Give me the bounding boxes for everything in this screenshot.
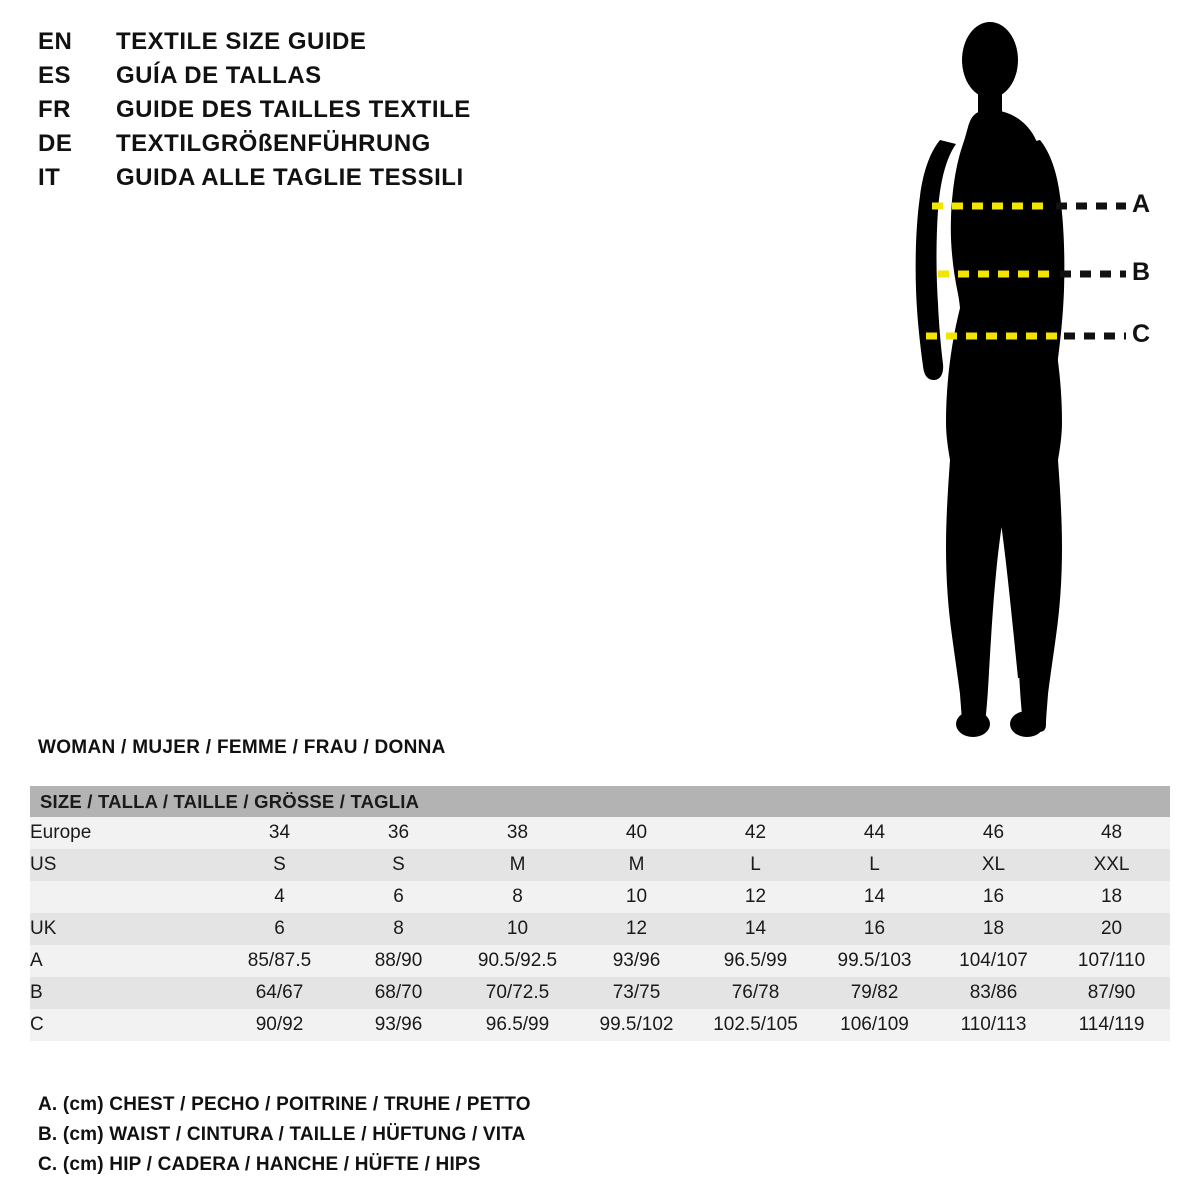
cell: 6	[339, 881, 458, 913]
language-title: GUÍA DE TALLAS	[116, 62, 322, 89]
cell: 8	[458, 881, 577, 913]
measure-label-b: B	[1132, 258, 1151, 286]
table-row	[30, 913, 1170, 945]
language-code: IT	[38, 164, 61, 191]
size-table	[30, 786, 1170, 1041]
cell: 18	[934, 913, 1053, 945]
cell: L	[815, 849, 934, 881]
cell: 102.5/105	[696, 1009, 815, 1041]
cell: 12	[696, 881, 815, 913]
female-silhouette-icon	[860, 18, 1190, 748]
cell: 68/70	[339, 977, 458, 1009]
language-title-list	[38, 28, 658, 198]
cell: 87/90	[1053, 977, 1170, 1009]
cell: XXL	[1053, 849, 1170, 881]
cell: 96.5/99	[696, 945, 815, 977]
language-row	[38, 28, 658, 62]
cell: 85/87.5	[220, 945, 339, 977]
cell: 48	[1053, 817, 1170, 849]
cell: XL	[934, 849, 1053, 881]
table-header-label: SIZE / TALLA / TAILLE / GRÖSSE / TAGLIA	[30, 786, 1170, 817]
cell: 16	[934, 881, 1053, 913]
language-row	[38, 96, 658, 130]
cell: 16	[815, 913, 934, 945]
language-title: GUIDA ALLE TAGLIE TESSILI	[116, 164, 464, 191]
measurement-legend	[38, 1090, 838, 1180]
cell: 10	[458, 913, 577, 945]
language-row	[38, 62, 658, 96]
cell: 14	[815, 881, 934, 913]
language-code: DE	[38, 130, 73, 157]
cell: 70/72.5	[458, 977, 577, 1009]
cell: L	[696, 849, 815, 881]
cell: 12	[577, 913, 696, 945]
measure-label-c: C	[1132, 320, 1151, 348]
row-label: C	[30, 1009, 220, 1041]
body-measurement-figure	[860, 18, 1190, 748]
cell: 99.5/103	[815, 945, 934, 977]
cell: M	[577, 849, 696, 881]
language-code: ES	[38, 62, 72, 89]
row-label	[30, 881, 220, 913]
cell: 20	[1053, 913, 1170, 945]
cell: 114/119	[1053, 1009, 1170, 1041]
language-title: TEXTILE SIZE GUIDE	[116, 28, 367, 55]
language-title: TEXTILGRÖßENFÜHRUNG	[116, 130, 431, 157]
section-caption: WOMAN / MUJER / FEMME / FRAU / DONNA	[38, 737, 446, 758]
cell: 90/92	[220, 1009, 339, 1041]
language-row	[38, 164, 658, 198]
cell: 93/96	[577, 945, 696, 977]
cell: 6	[220, 913, 339, 945]
cell: 83/86	[934, 977, 1053, 1009]
row-label: Europe	[30, 817, 220, 849]
table-row	[30, 849, 1170, 881]
cell: 76/78	[696, 977, 815, 1009]
cell: 10	[577, 881, 696, 913]
table-header-row	[30, 786, 1170, 817]
cell: 73/75	[577, 977, 696, 1009]
cell: 107/110	[1053, 945, 1170, 977]
cell: 88/90	[339, 945, 458, 977]
row-label: UK	[30, 913, 220, 945]
cell: 90.5/92.5	[458, 945, 577, 977]
row-label: B	[30, 977, 220, 1009]
cell: 79/82	[815, 977, 934, 1009]
measure-label-a: A	[1132, 190, 1151, 218]
cell: 93/96	[339, 1009, 458, 1041]
cell: 42	[696, 817, 815, 849]
table-row	[30, 1009, 1170, 1041]
language-title: GUIDE DES TAILLES TEXTILE	[116, 96, 471, 123]
cell: 36	[339, 817, 458, 849]
language-code: EN	[38, 28, 73, 55]
legend-item-b: B. (cm) WAIST / CINTURA / TAILLE / HÜFTUNG / VITA	[38, 1124, 526, 1145]
cell: 106/109	[815, 1009, 934, 1041]
cell: 40	[577, 817, 696, 849]
row-label: US	[30, 849, 220, 881]
cell: S	[220, 849, 339, 881]
table-row	[30, 817, 1170, 849]
language-row	[38, 130, 658, 164]
cell: M	[458, 849, 577, 881]
cell: 34	[220, 817, 339, 849]
language-code: FR	[38, 96, 71, 123]
cell: 46	[934, 817, 1053, 849]
cell: 8	[339, 913, 458, 945]
cell: 38	[458, 817, 577, 849]
cell: S	[339, 849, 458, 881]
cell: 99.5/102	[577, 1009, 696, 1041]
cell: 14	[696, 913, 815, 945]
cell: 64/67	[220, 977, 339, 1009]
table-row	[30, 945, 1170, 977]
cell: 18	[1053, 881, 1170, 913]
cell: 96.5/99	[458, 1009, 577, 1041]
cell: 110/113	[934, 1009, 1053, 1041]
table-row	[30, 977, 1170, 1009]
cell: 104/107	[934, 945, 1053, 977]
cell: 4	[220, 881, 339, 913]
legend-item-a: A. (cm) CHEST / PECHO / POITRINE / TRUHE / PETTO	[38, 1094, 531, 1115]
legend-item-c: C. (cm) HIP / CADERA / HANCHE / HÜFTE / HIPS	[38, 1154, 481, 1175]
row-label: A	[30, 945, 220, 977]
table-row	[30, 881, 1170, 913]
cell: 44	[815, 817, 934, 849]
